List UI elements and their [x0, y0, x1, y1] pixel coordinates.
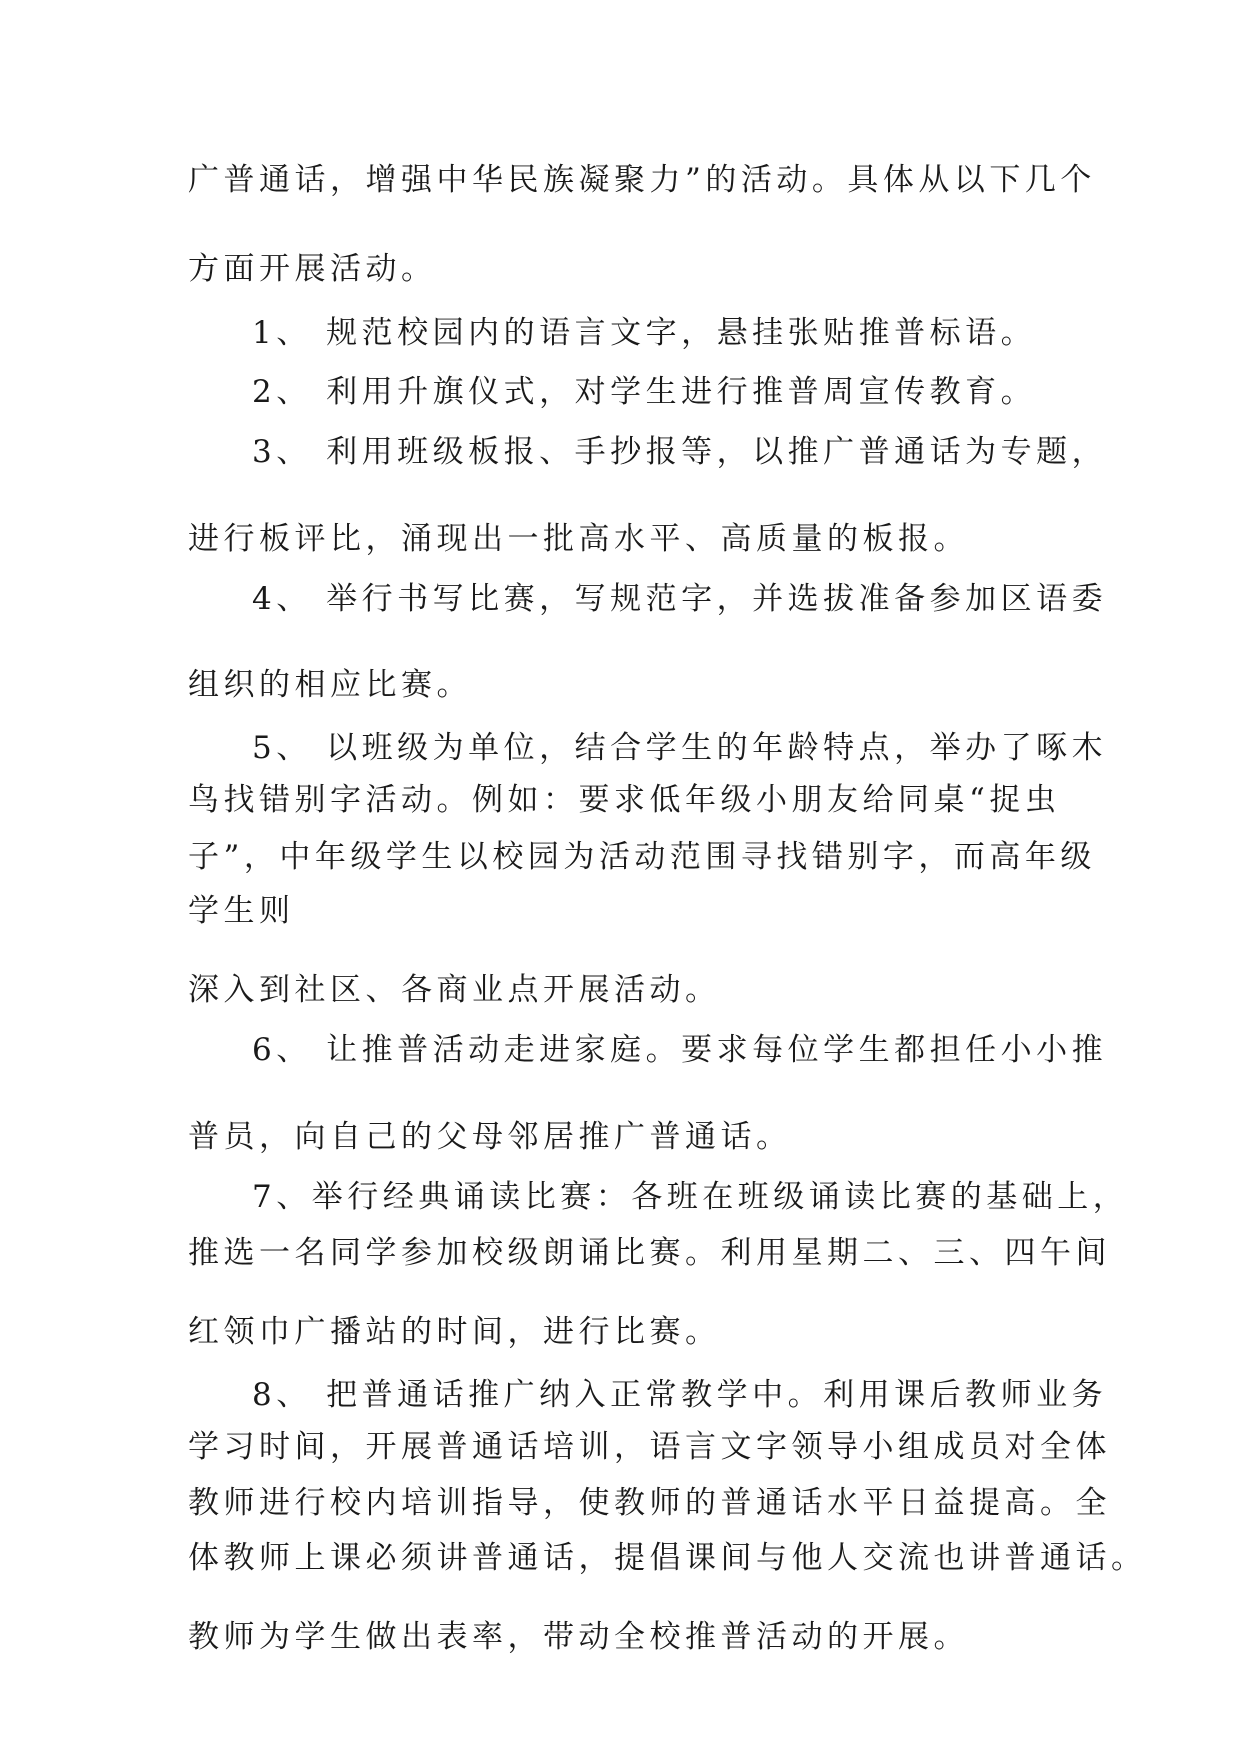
text-line: 教师为学生做出表率，带动全校推普活动的开展。: [188, 1619, 969, 1655]
text-line: 教师进行校内培训指导，使教师的普通话水平日益提高。全: [188, 1485, 1111, 1521]
text-line: 子”，中年级学生以校园为活动范围寻找错别字，而高年级: [188, 839, 1096, 875]
list-item-8: 8、 把普通话推广纳入正常教学中。利用课后教师业务: [252, 1377, 1108, 1413]
list-item-1: 1、 规范校园内的语言文字，悬挂张贴推普标语。: [252, 315, 1037, 351]
text-line: 普员，向自己的父母邻居推广普通话。: [188, 1119, 792, 1155]
list-item-6: 6、 让推普活动走进家庭。要求每位学生都担任小小推: [252, 1032, 1108, 1068]
list-item-3: 3、 利用班级板报、手抄报等，以推广普通话为专题，: [252, 434, 1108, 470]
text-line: 红领巾广播站的时间，进行比赛。: [188, 1314, 721, 1350]
text-line: 鸟找错别字活动。例如：要求低年级小朋友给同桌“捉虫: [188, 782, 1061, 818]
text-line: 体教师上课必须讲普通话，提倡课间与他人交流也讲普通话。: [188, 1540, 1147, 1576]
list-item-2: 2、 利用升旗仪式，对学生进行推普周宣传教育。: [252, 374, 1037, 410]
list-item-4: 4、 举行书写比赛，写规范字，并选拔准备参加区语委: [252, 581, 1108, 617]
text-line: 深入到社区、各商业点开展活动。: [188, 972, 721, 1008]
list-item-7: 7、举行经典诵读比赛：各班在班级诵读比赛的基础上，: [252, 1179, 1129, 1215]
text-line: 广普通话，增强中华民族凝聚力”的活动。具体从以下几个: [188, 162, 1096, 198]
text-line: 推选一名同学参加校级朗诵比赛。利用星期二、三、四午间: [188, 1235, 1111, 1271]
text-line: 学生则: [188, 893, 295, 929]
text-line: 方面开展活动。: [188, 251, 437, 287]
text-line: 学习时间，开展普通话培训，语言文字领导小组成员对全体: [188, 1429, 1111, 1465]
list-item-5: 5、 以班级为单位，结合学生的年龄特点，举办了啄木: [252, 730, 1108, 766]
text-line: 组织的相应比赛。: [188, 667, 472, 703]
text-line: 进行板评比，涌现出一批高水平、高质量的板报。: [188, 521, 969, 557]
